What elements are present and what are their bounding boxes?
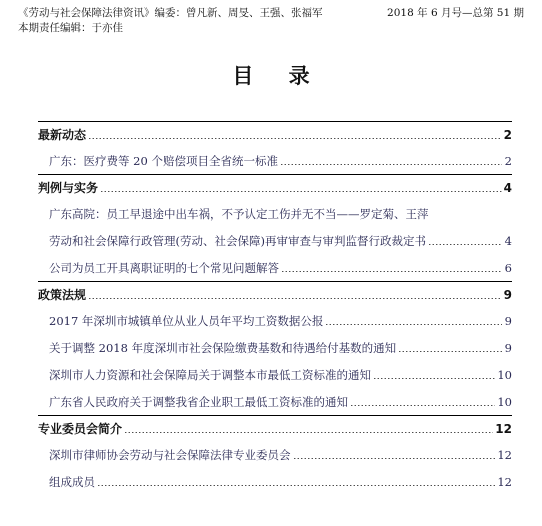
item-page: 12 <box>497 447 512 462</box>
toc-section-entry[interactable] <box>38 122 512 147</box>
toc-section <box>38 121 512 147</box>
item-title: 深圳市人力资源和社会保障局关于调整本市最低工资标准的通知 <box>49 367 371 382</box>
item-title: 深圳市律师协会劳动与社会保障法律专业委员会 <box>49 447 291 462</box>
item-page: 6 <box>504 260 512 275</box>
dot-leader <box>88 138 502 139</box>
item-title: 公司为员工开具离职证明的七个常见问题解答 <box>49 260 279 275</box>
dot-leader <box>293 458 496 459</box>
dot-leader <box>100 191 502 192</box>
toc-section <box>38 281 512 307</box>
item-page: 10 <box>497 394 512 409</box>
item-title: 劳动和社会保障行政管理(劳动、社会保障)再审审查与审判监督行政裁定书 <box>49 233 426 248</box>
dot-leader <box>281 271 502 272</box>
toc-item[interactable] <box>38 227 512 254</box>
section-page: 12 <box>495 421 512 436</box>
item-title: 组成成员 <box>49 474 95 489</box>
section-title: 政策法规 <box>38 288 87 302</box>
toc-title: 目 录 <box>232 64 324 88</box>
item-page: 9 <box>504 340 512 355</box>
dot-leader <box>428 244 502 245</box>
item-title: 2017 年深圳市城镇单位从业人员年平均工资数据公报 <box>49 313 324 328</box>
dot-leader <box>350 405 495 406</box>
toc-item[interactable] <box>38 334 512 361</box>
toc-item[interactable] <box>38 254 512 281</box>
dot-leader <box>398 351 502 352</box>
item-title: 广东高院：员工早退途中出车祸，不予认定工伤并无不当——罗定菊、王萍 <box>49 206 429 221</box>
editorial-board: 《劳动与社会保障法律资讯》编委：曾凡新、周旻、王强、张福军 <box>18 7 323 19</box>
dot-leader <box>97 485 495 486</box>
item-page: 2 <box>504 153 512 168</box>
item-title: 广东：医疗费等 20 个赔偿项目全省统一标准 <box>49 153 278 168</box>
dot-leader <box>373 378 495 379</box>
section-title: 最新动态 <box>38 128 87 142</box>
toc-item[interactable] <box>38 361 512 388</box>
section-page: 2 <box>503 127 512 142</box>
dot-leader <box>325 324 502 325</box>
section-page: 4 <box>503 180 512 195</box>
dot-leader <box>124 432 493 433</box>
item-page: 4 <box>504 233 512 248</box>
section-title: 专业委员会简介 <box>38 422 123 436</box>
issue-number: 2018 年 6 月号—总第 51 期 <box>387 7 524 19</box>
toc-section-entry[interactable] <box>38 175 512 200</box>
table-of-contents <box>38 121 512 495</box>
toc-item[interactable] <box>38 200 512 227</box>
dot-leader <box>88 298 502 299</box>
toc-item[interactable] <box>38 307 512 334</box>
toc-item[interactable] <box>38 388 512 415</box>
toc-item[interactable] <box>38 441 512 468</box>
toc-item[interactable] <box>38 147 512 174</box>
header-row-1 <box>18 6 524 21</box>
toc-section-entry[interactable] <box>38 416 512 441</box>
toc-section <box>38 174 512 200</box>
section-page: 9 <box>503 287 512 302</box>
toc-section-entry[interactable] <box>38 282 512 307</box>
item-title: 广东省人民政府关于调整我省企业职工最低工资标准的通知 <box>49 394 348 409</box>
item-page: 12 <box>497 474 512 489</box>
item-title: 关于调整 2018 年度深圳市社会保险缴费基数和待遇给付基数的通知 <box>49 340 397 355</box>
toc-section <box>38 415 512 441</box>
item-page: 9 <box>504 313 512 328</box>
item-page: 10 <box>497 367 512 382</box>
dot-leader <box>280 164 502 165</box>
toc-item[interactable] <box>38 468 512 495</box>
page-header <box>18 6 524 36</box>
section-title: 判例与实务 <box>38 181 99 195</box>
header-row-2 <box>18 21 524 36</box>
responsible-editor: 本期责任编辑：于亦佳 <box>18 22 123 34</box>
